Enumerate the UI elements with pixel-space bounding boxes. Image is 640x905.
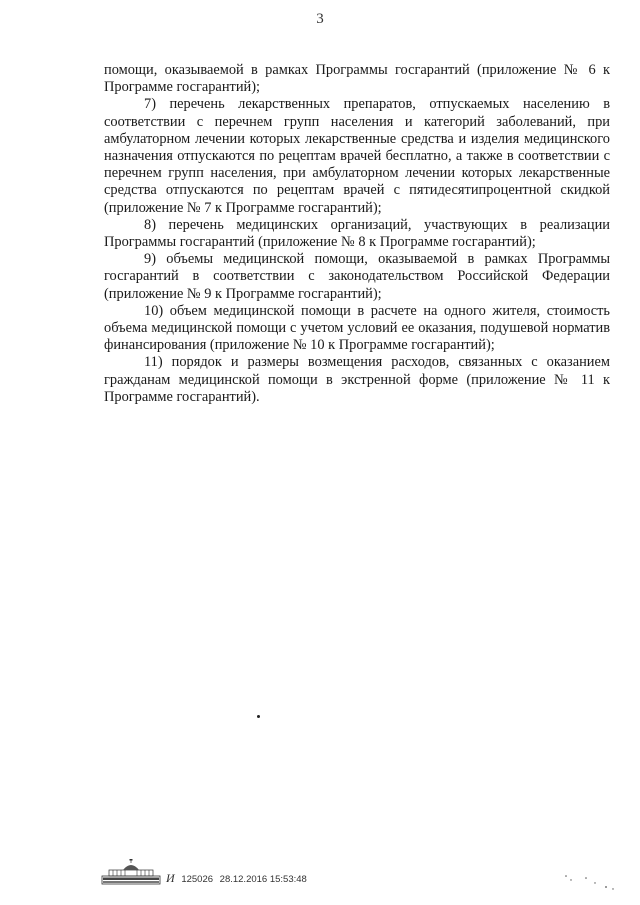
scan-artifact-marks	[562, 872, 618, 892]
paragraph-item-10: 10) объем медицинской помощи в расчете на одного жителя, стоимость объема медицинской помощи с учетом условий ее оказания, подушевой норматив финансирования (приложение № 10 к Программе госгарантий);	[104, 302, 610, 354]
doc-number: 125026	[181, 874, 214, 885]
document-body	[104, 62, 610, 406]
doc-symbol: И	[166, 871, 175, 885]
doc-time: 15:53:48	[269, 874, 307, 885]
page-number: 3	[316, 11, 324, 27]
paragraph-item-8: 8) перечень медицинских организаций, участвующих в реализации Программы госгарантий (приложение № 8 к Программе госгарантий);	[104, 216, 610, 251]
doc-date: 28.12.2016	[219, 874, 268, 885]
stray-mark	[257, 715, 260, 718]
paragraph-item-9: 9) объемы медицинской помощи, оказываемой в рамках Программы госгарантий в соответствии с законодательством Российской Федерации (приложение № 9 к Программе госгарантий);	[104, 251, 610, 302]
paragraph-item-11: 11) порядок и размеры возмещения расходов, связанных с оказанием гражданам медицинской помощи в экстренной форме (приложение № 11 к Программе госгарантий).	[104, 354, 610, 405]
paragraph-item-7: 7) перечень лекарственных препаратов, отпускаемых населению в соответствии с перечнем групп населения и категорий заболеваний, при амбулаторном лечении которых лекарственные средства и изделия медицинского назначения отпускаются по рецептам врачей бесплатно, а также в соответствии с перечнем групп населения, при амбулаторном лечении которых лекарственные средства отпускаются по рецептам врачей с пятидесятипроцентной скидкой (приложение № 7 к Программе госгарантий);	[104, 96, 610, 216]
government-building-logo-icon	[101, 859, 161, 885]
paragraph-continuation: помощи, оказываемой в рамках Программы госгарантий (приложение № 6 к Программе госгарантий);	[104, 62, 610, 96]
document-stamp	[166, 871, 307, 886]
